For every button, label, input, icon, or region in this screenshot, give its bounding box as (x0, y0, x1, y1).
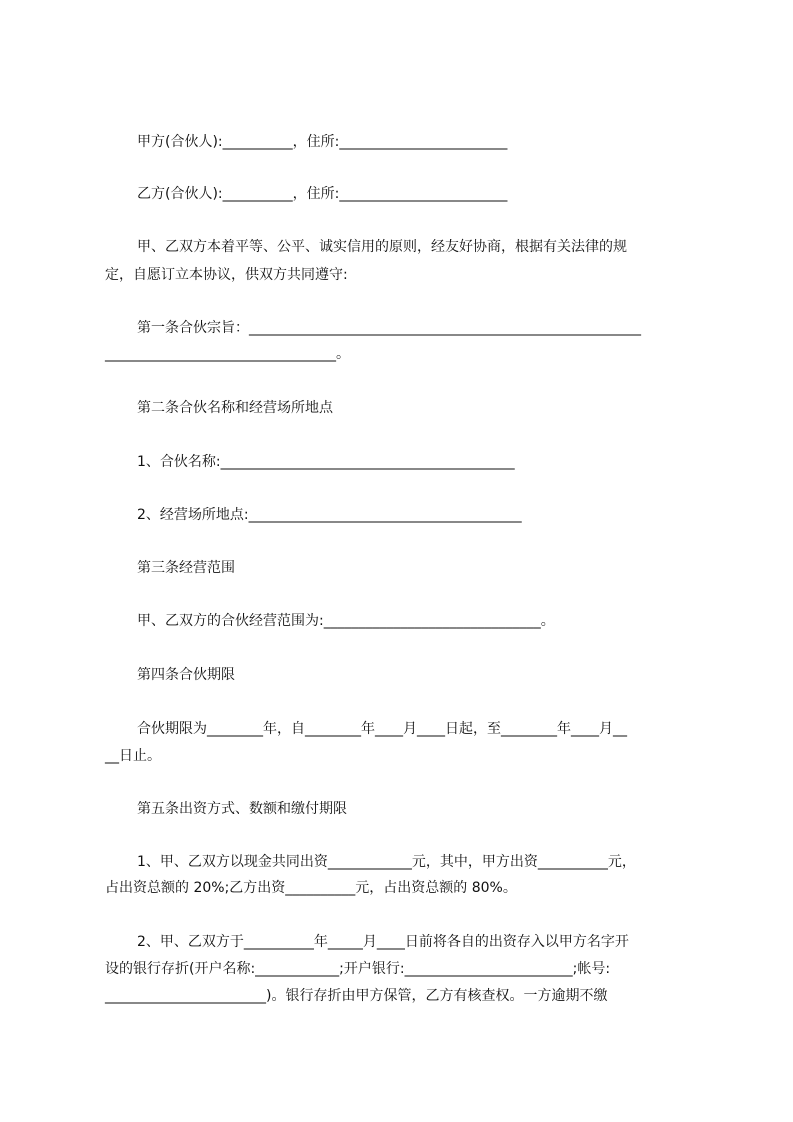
article2-heading: 第二条合伙名称和经营场所地点 (137, 400, 333, 416)
article1-line-2: _________________________________。 (105, 346, 350, 362)
article1-line-1: 第一条合伙宗旨：________________________________________________________ (137, 320, 641, 336)
article5-p1-line-1: 1、甲、乙双方以现金共同出资____________元，其中，甲方出资__________元， (137, 854, 636, 870)
article5-p2-line-2: 设的银行存折(开户名称:____________;开户银行:________________________;帐号: (105, 961, 611, 977)
intro-line-1: 甲、乙双方本着平等、公平、诚实信用的原则，经友好协商，根据有关法律的规 (137, 239, 627, 255)
article4-heading: 第四条合伙期限 (137, 667, 235, 683)
article4-line-1: 合伙期限为________年，自________年____月____日起，至________年____月__ (137, 721, 627, 737)
article4-line-2: __日止。 (105, 748, 161, 764)
intro-line-2: 定，自愿订立本协议，供双方共同遵守: (105, 267, 348, 283)
article5-p1-line-2: 占出资总额的 20%;乙方出资__________元，占出资总额的 80%。 (105, 880, 517, 896)
article2-item-1: 1、合伙名称:__________________________________________ (137, 454, 515, 470)
article2-item-2: 2、经营场所地点:_______________________________________ (137, 507, 522, 523)
party-a-line: 甲方(合伙人):__________，住所:________________________ (137, 134, 508, 150)
article5-p2-line-3: _______________________)。银行存折由甲方保管，乙方有核查权。一方逾期不缴 (105, 988, 608, 1004)
article3-heading: 第三条经营范围 (137, 560, 235, 576)
article3-text: 甲、乙双方的合伙经营范围为:_______________________________。 (137, 613, 555, 629)
article5-p2-line-1: 2、甲、乙双方于__________年_____月____日前将各自的出资存入以甲方名字开 (137, 934, 629, 950)
article5-heading: 第五条出资方式、数额和缴付期限 (137, 801, 347, 817)
party-b-line: 乙方(合伙人):__________，住所:________________________ (137, 186, 508, 202)
